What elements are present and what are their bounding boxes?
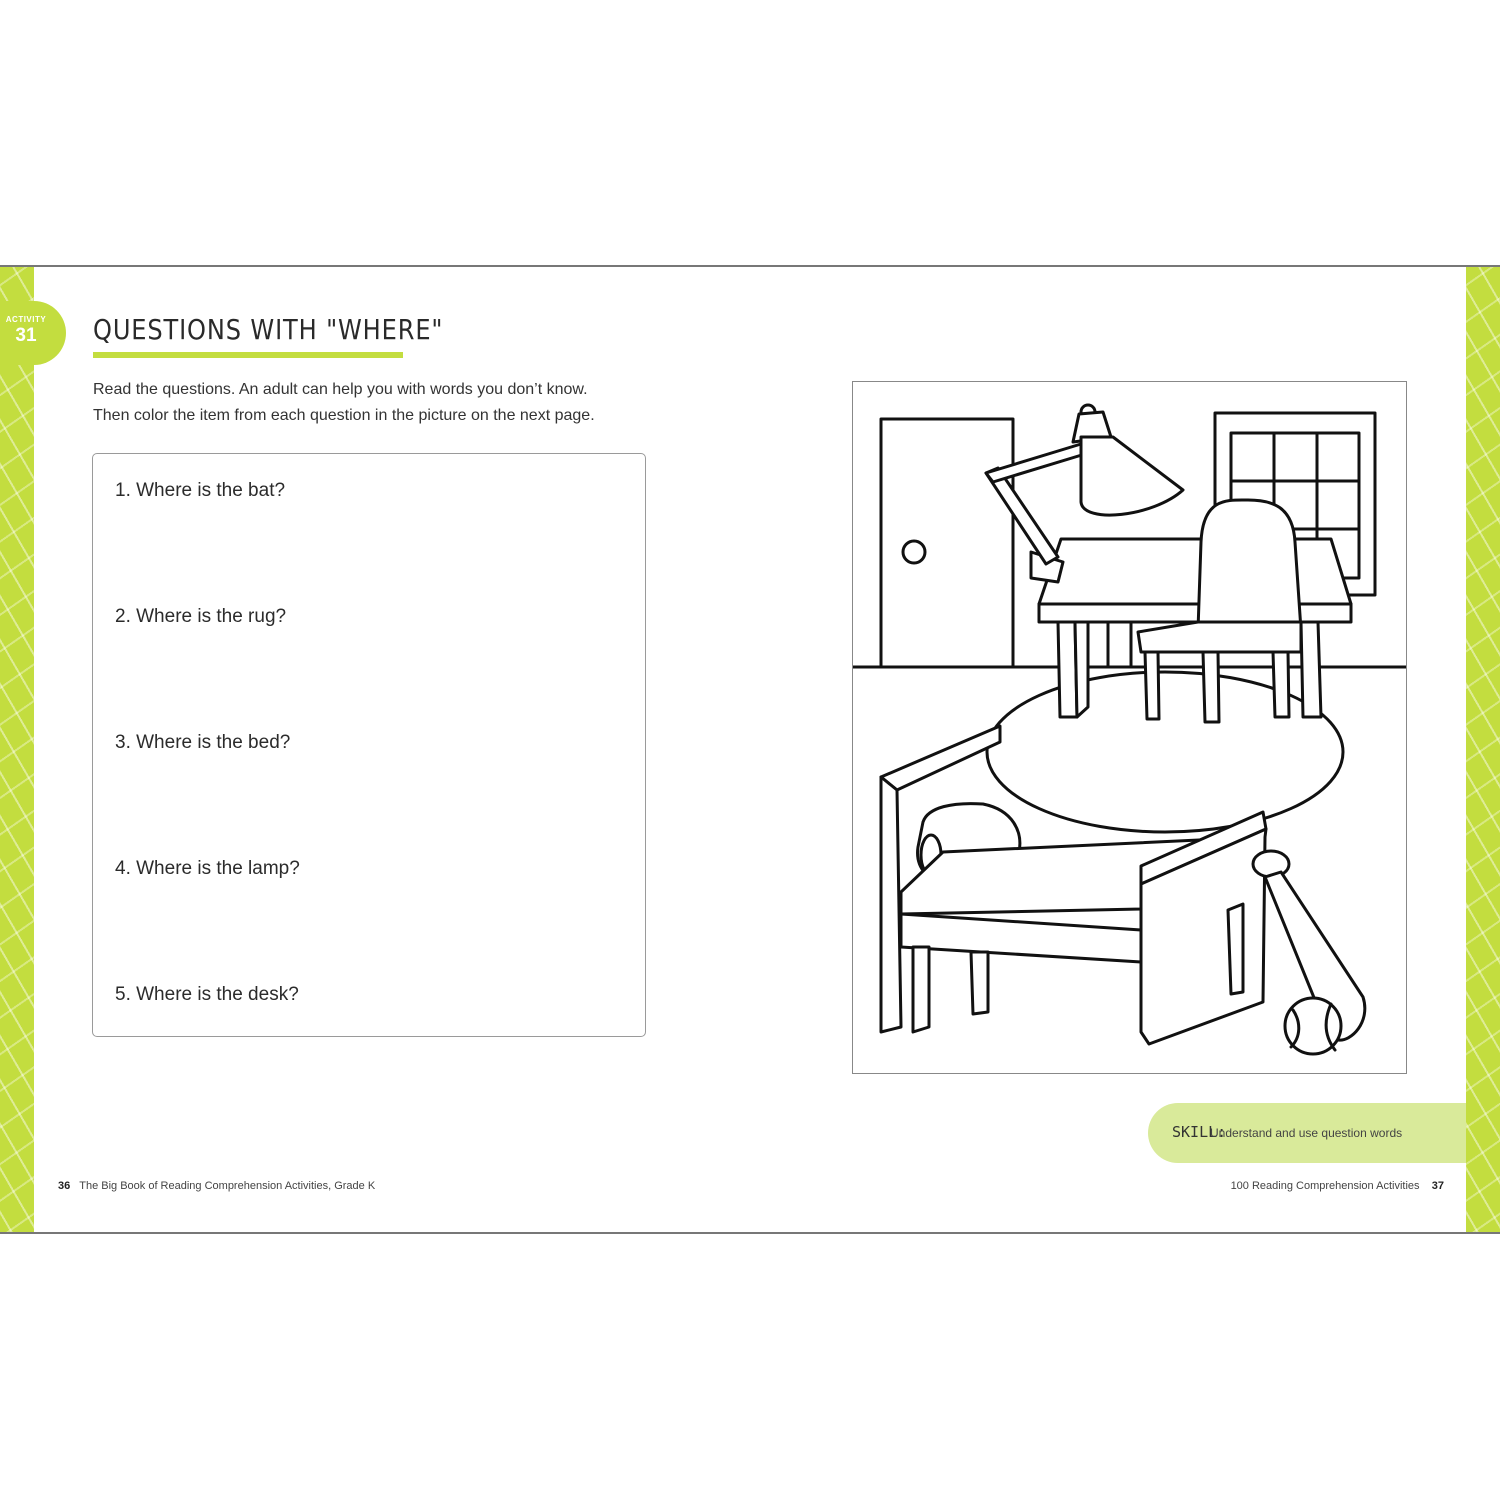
right-decorative-stripe <box>1466 267 1500 1232</box>
skill-text: Understand and use question words <box>1210 1126 1403 1140</box>
right-footer-title: 100 Reading Comprehension Activities <box>1230 1180 1420 1192</box>
questions-box <box>92 453 646 1037</box>
skill-callout <box>1148 1103 1466 1163</box>
instructions-line-2: Then color the item from each question in the picture on the next page. <box>93 407 595 424</box>
left-footer-title: The Big Book of Reading Comprehension Activities, Grade K <box>79 1180 376 1192</box>
footer-left <box>58 1180 375 1192</box>
question-5: 5. Where is the desk? <box>115 984 299 1005</box>
question-4: 4. Where is the lamp? <box>115 858 300 879</box>
right-page-number: 37 <box>1431 1180 1444 1192</box>
instructions-line-1: Read the questions. An adult can help you with words you don’t know. <box>93 381 588 398</box>
activity-number: 31 <box>15 325 37 346</box>
door-drawing <box>881 419 1013 667</box>
footer-right <box>1231 1180 1444 1192</box>
page-title: QUESTIONS WITH "WHERE" <box>93 313 444 346</box>
activity-label: ACTIVITY <box>5 315 47 324</box>
ball-drawing <box>1285 998 1341 1054</box>
question-3: 3. Where is the bed? <box>115 732 291 753</box>
skill-label: SKILL: <box>1172 1123 1227 1141</box>
question-2: 2. Where is the rug? <box>115 606 287 627</box>
activity-badge <box>0 301 66 365</box>
left-page-number: 36 <box>58 1180 71 1192</box>
coloring-picture <box>852 381 1407 1074</box>
title-underline <box>93 352 403 358</box>
instructions <box>93 377 693 429</box>
left-decorative-stripe <box>0 267 34 1232</box>
question-1: 1. Where is the bat? <box>115 480 286 501</box>
book-spread <box>0 265 1500 1234</box>
